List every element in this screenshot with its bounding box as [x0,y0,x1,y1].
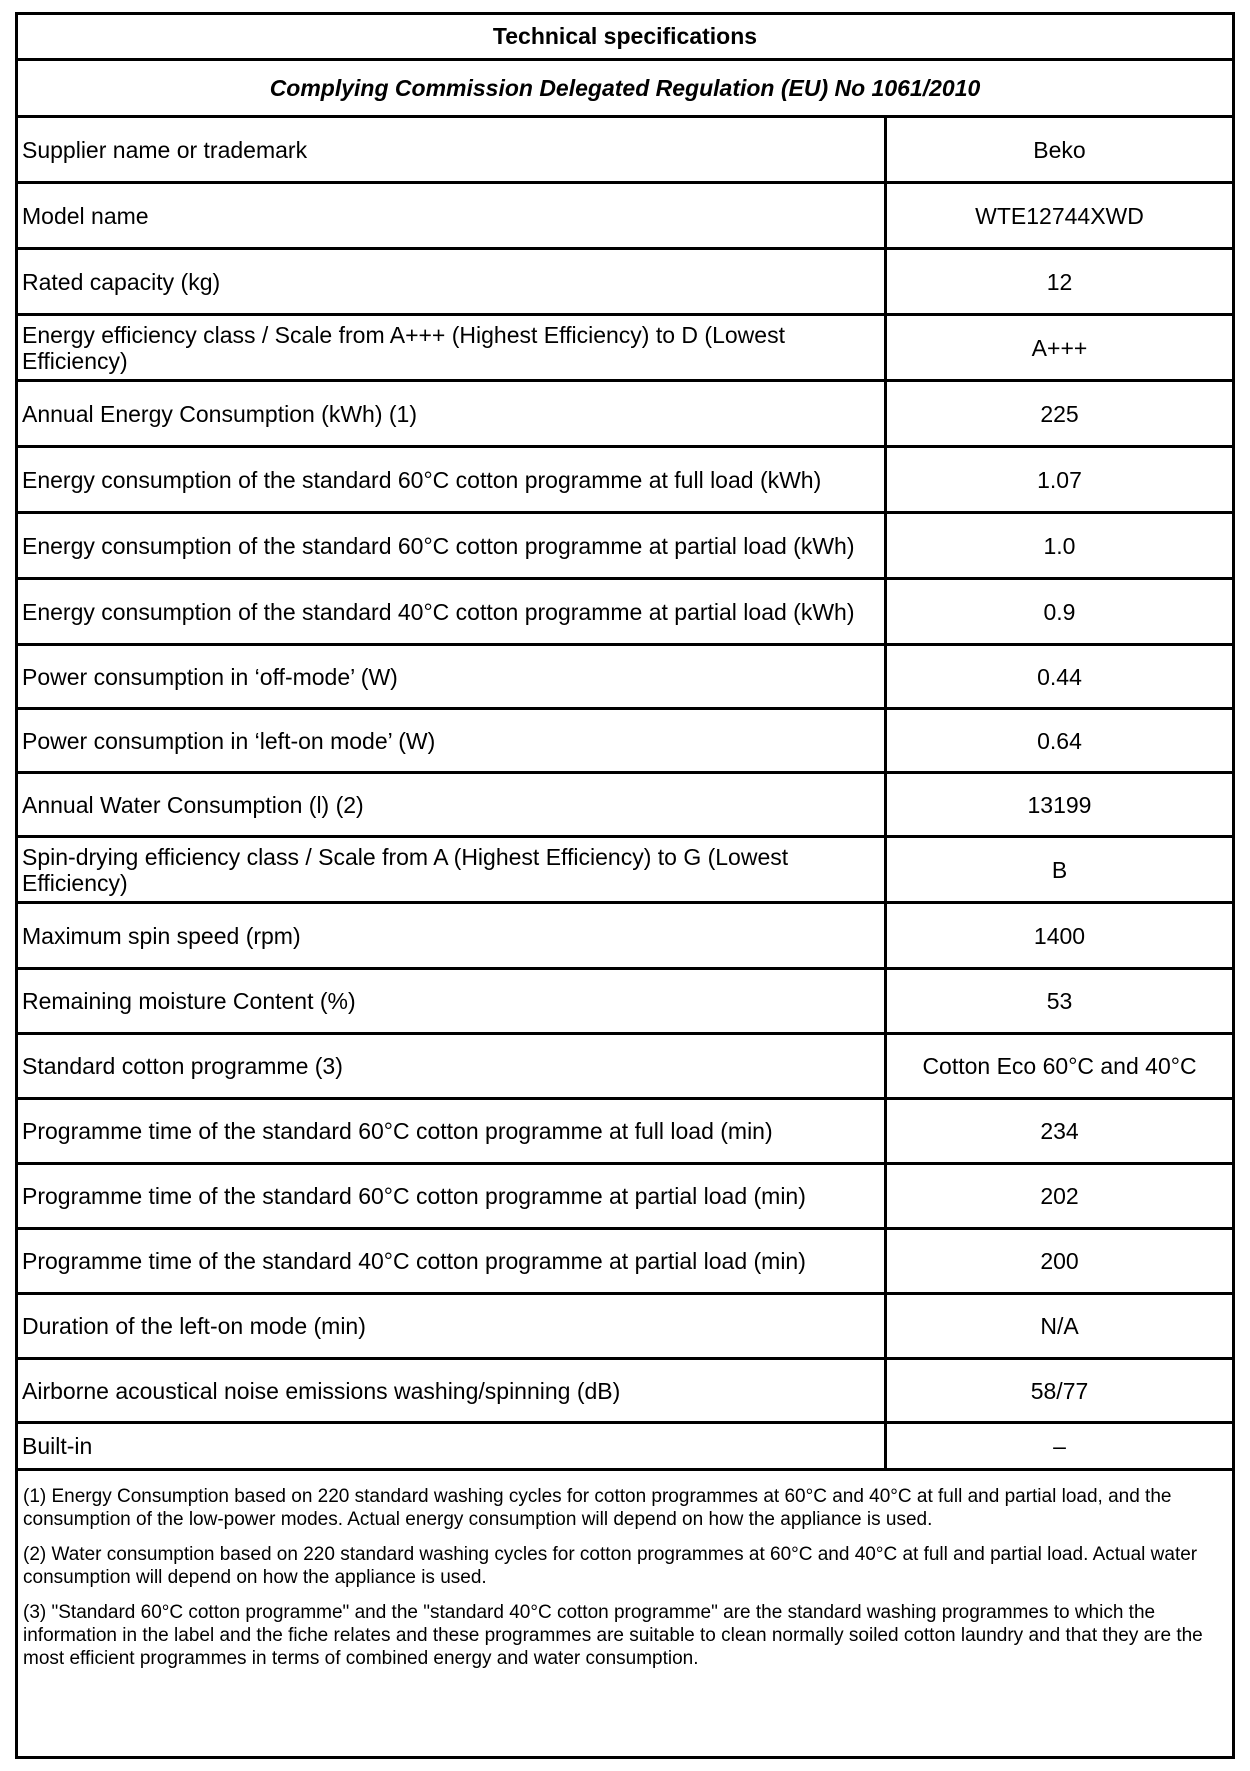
spec-value: 202 [1040,1183,1079,1209]
spec-value: 0.44 [1037,663,1082,690]
spec-label: Power consumption in ‘left-on mode’ (W) [18,710,887,771]
spec-label: Built-in [18,1424,887,1468]
spec-label: Model name [18,184,887,247]
spec-label: Duration of the left-on mode (min) [18,1295,887,1357]
spec-row-capacity [18,250,1232,316]
spec-label: Airborne acoustical noise emissions washing/spinning (dB) [18,1360,887,1421]
spec-label: Programme time of the standard 60°C cotton programme at full load (min) [18,1100,887,1162]
spec-label: Annual Water Consumption (l) (2) [18,774,887,835]
spec-row-spin-class [18,838,1232,904]
spec-value: 58/77 [1030,1377,1089,1404]
spec-label: Energy efficiency class / Scale from A+++ (Highest Efficiency) to D (Lowest Efficiency) [18,316,887,379]
spec-value: 53 [1046,988,1073,1014]
footnotes [18,1471,1232,1756]
spec-value: 12 [1046,268,1073,295]
spec-value: 0.64 [1037,727,1082,754]
spec-value: Cotton Eco 60°C and 40°C [922,1053,1197,1079]
spec-row-annual-energy [18,382,1232,448]
spec-label: Supplier name or trademark [18,118,887,181]
spec-row-energy-40-partial [18,580,1232,646]
spec-row-spin-speed [18,904,1232,970]
spec-row-left-on-mode [18,710,1232,774]
spec-value: A+++ [1031,334,1088,361]
spec-row-noise [18,1360,1232,1424]
spec-row-model [18,184,1232,250]
spec-label: Spin-drying efficiency class / Scale from A (Highest Efficiency) to G (Lowest Efficiency) [18,838,887,901]
page-title: Technical specifications [18,15,1232,61]
spec-label: Energy consumption of the standard 40°C cotton programme at partial load (kWh) [18,580,887,643]
spec-row-energy-class [18,316,1232,382]
spec-value: 234 [1040,1118,1079,1144]
spec-value: B [1051,856,1068,883]
spec-row-energy-60-full [18,448,1232,514]
spec-label: Rated capacity (kg) [18,250,887,313]
spec-label: Programme time of the standard 60°C cotton programme at partial load (min) [18,1165,887,1227]
spec-row-supplier [18,118,1232,184]
spec-value: 200 [1040,1248,1079,1274]
spec-label: Energy consumption of the standard 60°C cotton programme at full load (kWh) [18,448,887,511]
spec-row-off-mode [18,646,1232,710]
spec-label: Annual Energy Consumption (kWh) (1) [18,382,887,445]
footnote-2: (2) Water consumption based on 220 standard washing cycles for cotton programmes at 60°C and 40°C at full and partial load. Actual water consumption will depend on how the appliance is used. [23,1544,1198,1588]
spec-row-moisture [18,970,1232,1035]
spec-value: Beko [1033,136,1086,163]
spec-label: Standard cotton programme (3) [18,1035,887,1097]
spec-value: 1400 [1033,922,1086,949]
spec-value: 225 [1040,400,1079,427]
spec-value: WTE12744XWD [975,202,1144,229]
spec-row-time-40-partial [18,1230,1232,1295]
spec-row-time-60-partial [18,1165,1232,1230]
spec-row-left-on-duration [18,1295,1232,1360]
spec-row-time-60-full [18,1100,1232,1165]
spec-row-cotton-programme [18,1035,1232,1100]
spec-value: 0.9 [1043,598,1076,625]
spec-label: Maximum spin speed (rpm) [18,904,887,967]
regulation-subtitle: Complying Commission Delegated Regulation (EU) No 1061/2010 [18,61,1232,118]
spec-sheet [15,12,1235,1759]
spec-row-annual-water [18,774,1232,838]
spec-table [18,118,1232,1471]
spec-value: 1.0 [1043,532,1076,559]
spec-value: 13199 [1027,791,1092,818]
spec-label: Programme time of the standard 40°C cotton programme at partial load (min) [18,1230,887,1292]
spec-row-energy-60-partial [18,514,1232,580]
footnote-1: (1) Energy Consumption based on 220 standard washing cycles for cotton programmes at 60°C and 40°C at full and partial load, and the consumption of the low-power modes. Actual energy consumption will depend on how the appliance is used. [23,1486,1172,1530]
spec-label: Remaining moisture Content (%) [18,970,887,1032]
spec-value: 1.07 [1037,466,1082,493]
footnote-3: (3) "Standard 60°C cotton programme" and the "standard 40°C cotton programme" are the standard washing programmes to which the information in the label and the fiche relates and these programmes are suitable to clean normally soiled cotton laundry and that they are the most efficient programmes in terms of combined energy and water consumption. [23,1602,1203,1669]
spec-value: N/A [1040,1313,1079,1339]
spec-row-built-in [18,1424,1232,1471]
spec-value: – [1053,1433,1066,1459]
spec-label: Energy consumption of the standard 60°C cotton programme at partial load (kWh) [18,514,887,577]
spec-label: Power consumption in ‘off-mode’ (W) [18,646,887,707]
